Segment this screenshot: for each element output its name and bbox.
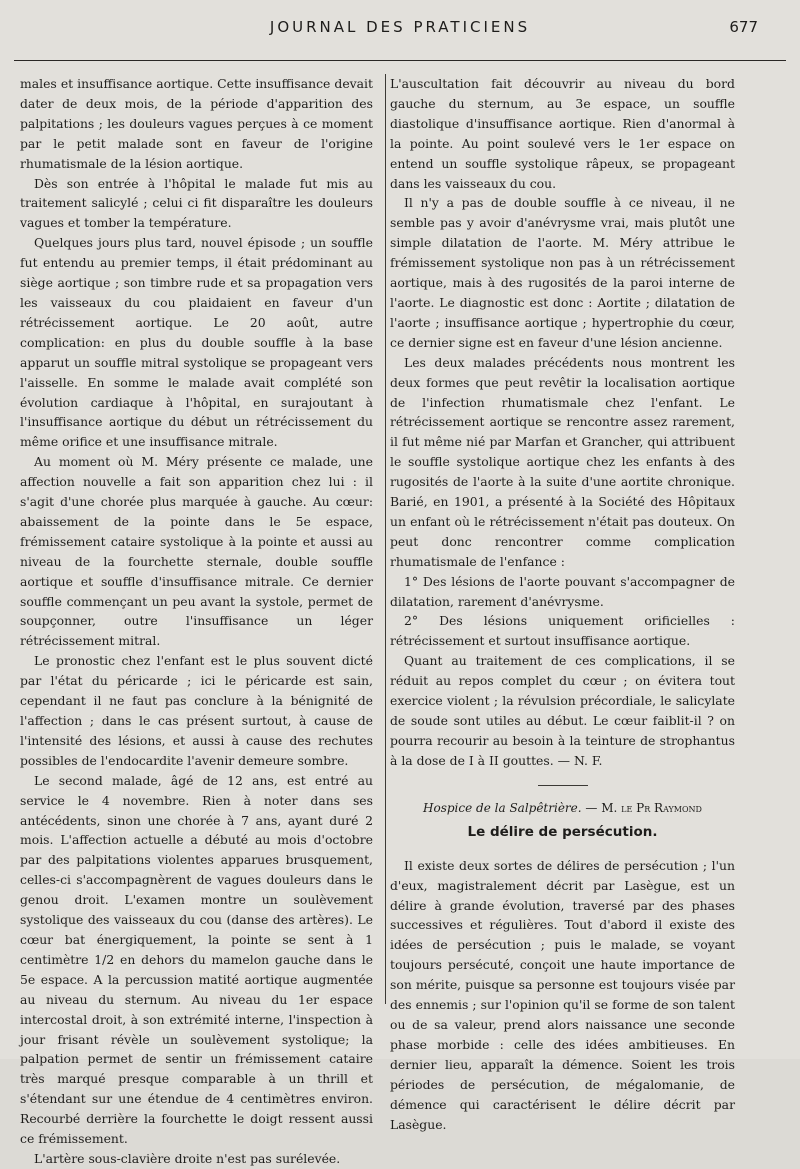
header-rule xyxy=(14,60,786,61)
journal-title: JOURNAL DES PRATICIENS xyxy=(269,18,531,36)
left-column xyxy=(20,74,373,1169)
paragraph: Les deux malades précédents nous montrent les deux formes que peut revêtir la localisation aortique de l'infection rhumatismale chez l'enfant. Le rétrécissement aortique se rencontre assez rarement, il fut même nié par Marfan et Grancher, qui attribuent le souffle systolique aortique chez les enfants à des rugosités de l'aorte à la suite d'une aortite chronique. Barié, en 1901, a présenté à la Société des Hôpitaux un enfant où le rétrécissement n'était pas douteux. On peut donc rencontrer comme complication rhumatismale de l'enfance : xyxy=(390,354,735,569)
running-header xyxy=(0,14,800,48)
right-column xyxy=(390,74,735,1134)
page-number: 677 xyxy=(729,18,758,36)
paragraph: 1° Des lésions de l'aorte pouvant s'accompagner de dilatation, rarement d'anévrysme. xyxy=(390,573,735,609)
paragraph: Quelques jours plus tard, nouvel épisode ; un souffle fut entendu au premier temps, il était prédominant au siège aortique ; son timbre rude et sa propagation vers les vaisseaux du cou plaidaient en faveur d'un rétrécissement aortique. Le 20 août, autre complication: en plus du double souffle à la base apparut un souffle mitral systolique se propageant vers l'aisselle. En somme le malade avait complété son évolution cardiaque à l'hôpital, en surajoutant à l'insuffisance aortique du début un rétrécissement du même orifice et une insuffisance mitrale. xyxy=(20,235,373,450)
paragraph: Au moment où M. Méry présente ce malade, une affection nouvelle a fait son apparition chez lui : il s'agit d'une chorée plus marquée à gauche. Au cœur: abaissement de la pointe dans le 5e espace, frémissement cataire systolique à la pointe et aussi au niveau de la fourchette sternale, double souffle aortique et souffle d'insuffisance mitrale. Ce dernier souffle commençant un peu avant la systole, permet de soupçonner, outre l'insuffisance un léger rétrécissement mitral. xyxy=(20,454,373,649)
paragraph: L'auscultation fait découvrir au niveau du bord gauche du sternum, au 3e espace, un souffle diastolique d'insuffisance aortique. Rien d'anormal à la pointe. Au point soulevé vers le 1er espace on entend un souffle systolique râpeux, se propageant dans les vaisseaux du cou. xyxy=(390,76,735,191)
section-author: — M. le Pr Raymond xyxy=(585,800,702,815)
paragraph: L'artère sous-clavière droite n'est pas surélevée. xyxy=(34,1150,341,1166)
paragraph: Il n'y a pas de double souffle à ce niveau, il ne semble pas y avoir d'anévrysme vrai, mais plutôt une simple dilatation de l'aorte. M. Méry attribue le frémissement systolique non pas à un rétrécissement aortique, mais à des rugosités de la paroi interne de l'aorte. Le diagnostic est donc : Aortite ; dilatation de l'aorte ; insuffisance aortique ; hypertrophie du cœur, ce dernier signe est en faveur d'une lésion ancienne. xyxy=(390,195,735,350)
paragraph: Il existe deux sortes de délires de persécution ; l'un d'eux, magistralement décrit par Lasègue, est un délire à grande évolution, traversé par des phases successives et régulières. Tout d'abord il existe des idées de persécution ; puis le malade, se voyant toujours persécuté, conçoit une haute importance de son mérite, puisque sa personne est toujours visée par des ennemis ; sur l'opinion qu'il se forme de son talent ou de sa valeur, prend alors naissance une seconde phase morbide : celle des idées ambitieuses. En dernier lieu, apparaît la démence. Soient les trois périodes de persécution, de mégalomanie, de démence qui caractérisent le délire décrit par Lasègue. xyxy=(390,857,735,1132)
section-location: Hospice de la Salpêtrière. xyxy=(423,800,582,815)
section-separator xyxy=(538,785,588,786)
paragraph: Quant au traitement de ces complications, il se réduit au repos complet du cœur ; on évitera tout exercice violent ; la révulsion précordiale, le salicylate de soude sont utiles au début. Le cœur faiblit-il ? on pourra recourir au besoin à la teinture de strophantus à la dose de I à II gouttes. — N. F. xyxy=(390,653,735,768)
section-byline xyxy=(390,798,735,818)
column-divider xyxy=(385,74,386,1004)
section-title: Le délire de persécution. xyxy=(467,823,658,840)
paragraph: 2° Des lésions uniquement orificielles : rétrécissement et surtout insuffisance aortique. xyxy=(390,613,735,649)
paragraph: Le pronostic chez l'enfant est le plus souvent dicté par l'état du péricarde ; ici le péricarde est sain, cependant il ne faut pas conclure à la bénignité de l'affection ; dans le cas présent surtout, à cause de l'intensité des lésions, et aussi à cause des rechutes possibles de l'endocardite l'avenir demeure sombre. xyxy=(20,653,373,768)
paragraph: Dès son entrée à l'hôpital le malade fut mis au traitement salicylé ; celui ci fit disparaître les douleurs vagues et tomber la température. xyxy=(20,175,373,231)
paragraph: males et insuffisance aortique. Cette insuffisance devait dater de deux mois, de la période d'apparition des palpitations ; les douleurs vagues perçues à ce moment par le petit malade sont en faveur de l'origine rhumatismale de la lésion aortique. xyxy=(20,76,373,171)
paragraph: Le second malade, âgé de 12 ans, est entré au service le 4 novembre. Rien à noter dans ses antécédents, sinon une chorée à 7 ans, ayant duré 2 mois. L'affection actuelle a débuté au mois d'octobre par des palpitations violentes apparues brusquement, celles-ci s'accompagnèrent de vagues douleurs dans le genou droit. L'examen montre un soulèvement systolique des vaisseaux du cou (danse des artères). Le cœur bat énergiquement, la pointe se sent à 1 centimètre 1/2 en dehors du mamelon gauche dans le 5e espace. A la percussion matité aortique augmentée au niveau du sternum. Au niveau du 1er espace intercostal droit, à son extrémité interne, l'inspection à jour frisant révèle un soulèvement systolique; la palpation permet de sentir un frémissement cataire très marqué presque comparable à un thrill et s'étendant sur une étendue de 4 centimètres environ. Recourbé derrière la fourchette le doigt ressent aussi ce frémissement. xyxy=(20,772,373,1147)
